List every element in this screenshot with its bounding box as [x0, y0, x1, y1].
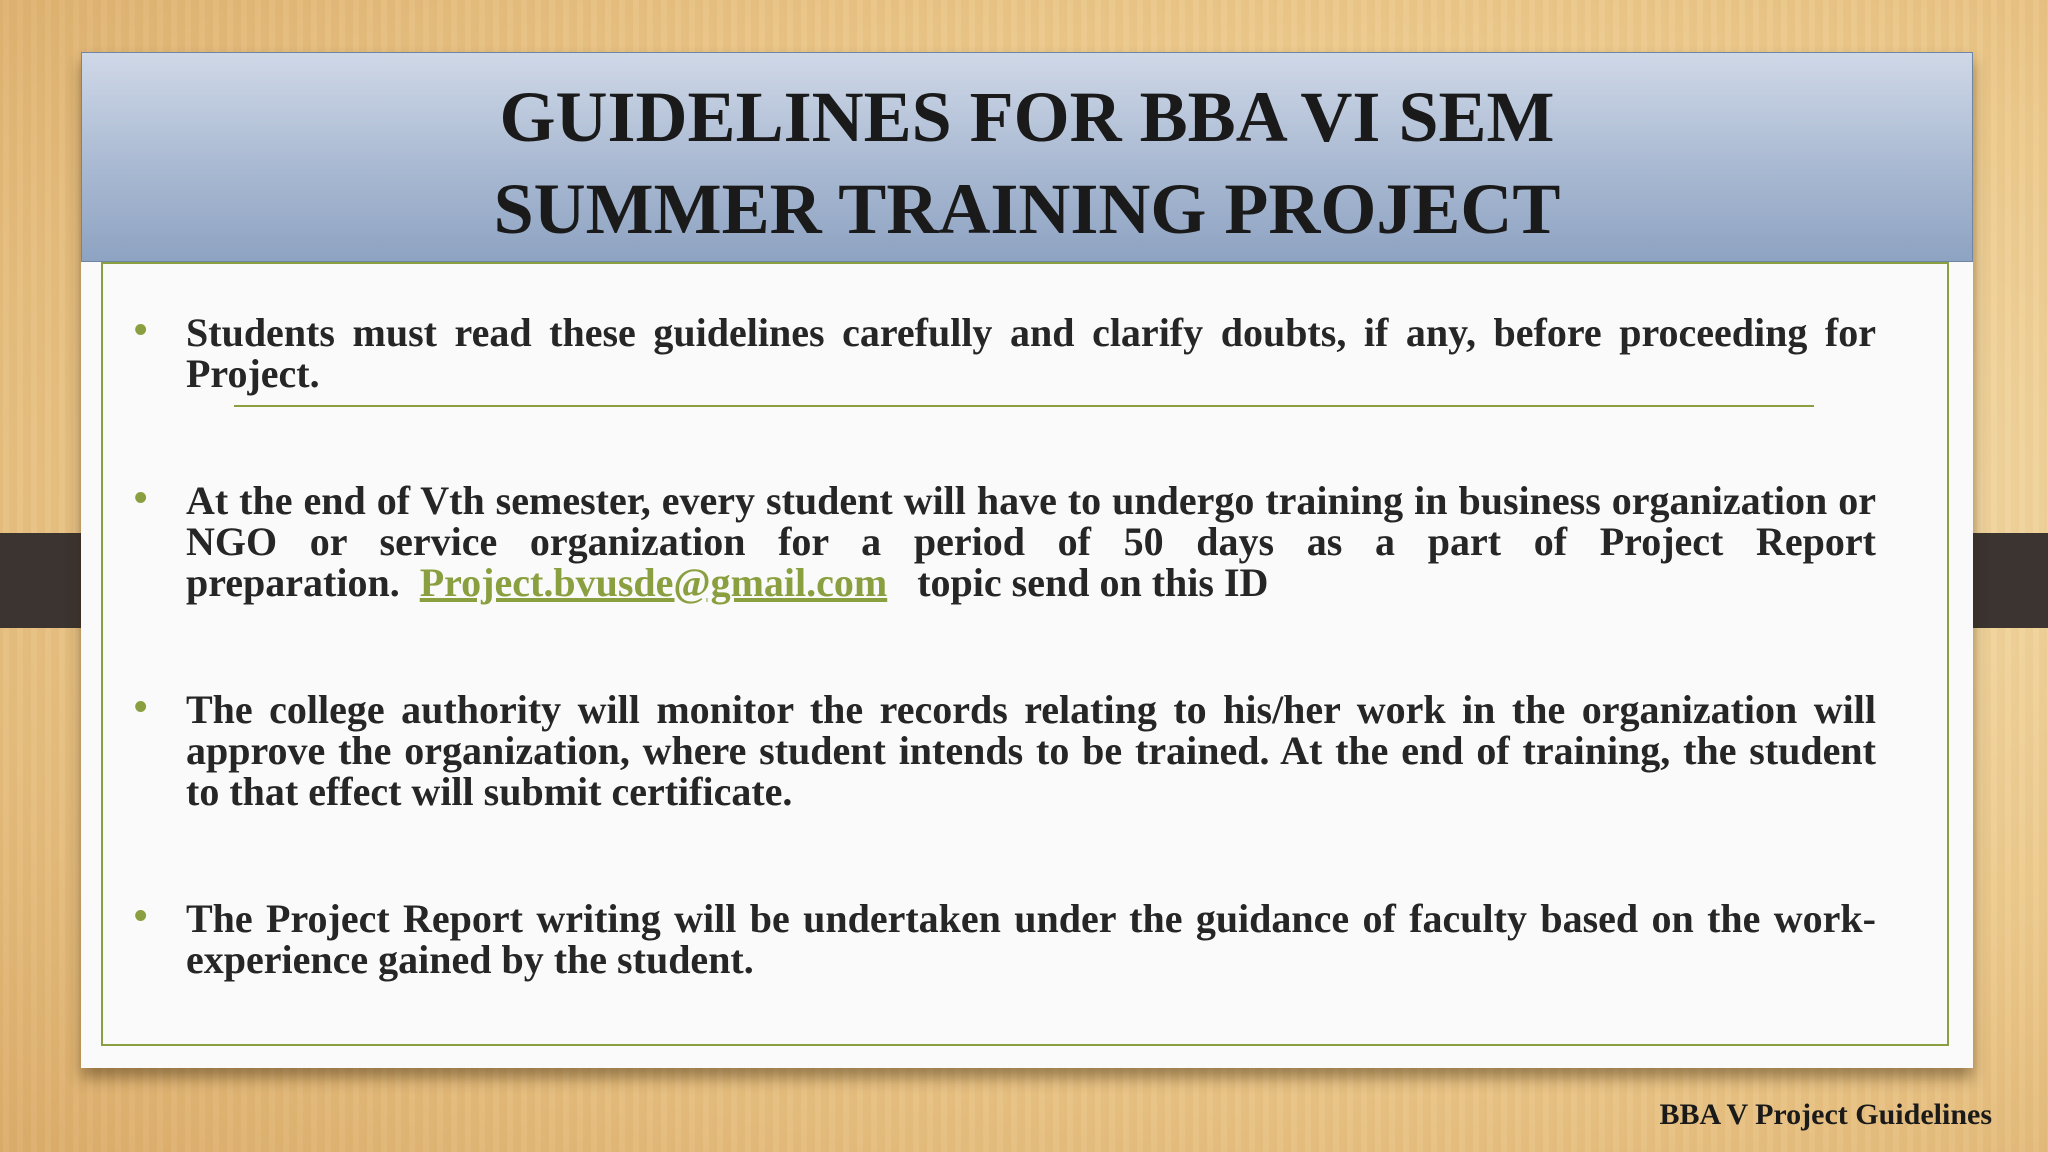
- bullet-item: [104, 895, 1876, 982]
- bullet-text: The Project Report writing will be undertaken under the guidance of faculty based on the work-experience gained by the student.: [186, 896, 1876, 982]
- bullet-text-tail: topic send on this ID: [917, 560, 1269, 605]
- title-line-1: GUIDELINES FOR BBA VI SEM: [499, 77, 1555, 157]
- slide-title: [82, 71, 1972, 255]
- bullet-marker-icon: •: [134, 895, 148, 937]
- bullet-item: [104, 477, 1876, 605]
- bullet-marker-icon: •: [134, 686, 148, 728]
- bullet-text: Students must read these guidelines carefully and clarify doubts, if any, before proceeding for Project.: [186, 310, 1876, 396]
- slide-footer: BBA V Project Guidelines: [1659, 1098, 1992, 1131]
- bullet-item: [104, 309, 1876, 396]
- bullet-marker-icon: •: [134, 477, 148, 519]
- bullet-text-body: At the end of Vth semester, every student will have to undergo training in business organization or NGO or service organization for a period of 50 days as a part of Project Report preparation.: [186, 478, 1876, 605]
- bullet-item: [104, 686, 1876, 814]
- bullet-text: [186, 480, 1876, 603]
- divider-line: [234, 405, 1814, 407]
- bullet-marker-icon: •: [134, 309, 148, 351]
- bullet-list: [104, 309, 1876, 982]
- email-link[interactable]: Project.bvusde@gmail.com: [419, 560, 888, 605]
- title-bar: [81, 52, 1973, 262]
- title-line-2: SUMMER TRAINING PROJECT: [493, 169, 1561, 249]
- bullet-text: The college authority will monitor the records relating to his/her work in the organization will approve the organization, where student intends to be trained. At the end of training, the student to that effect will submit certificate.: [186, 687, 1876, 814]
